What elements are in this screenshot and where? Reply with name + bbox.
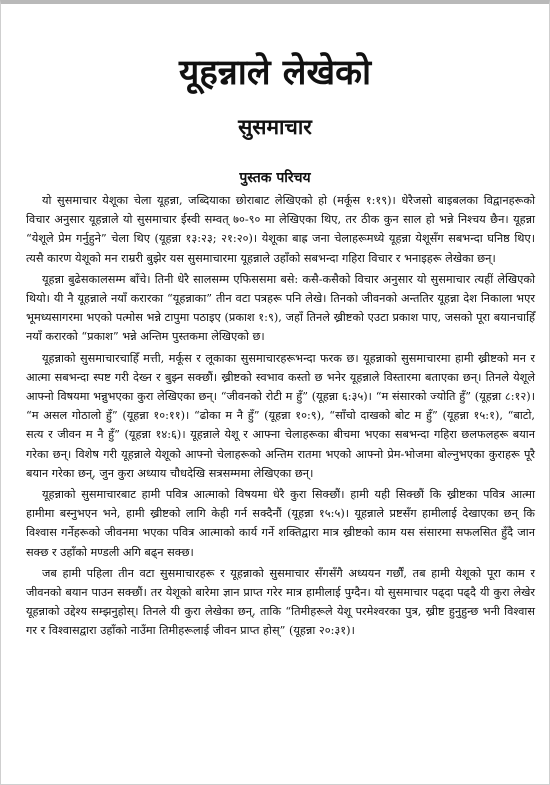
section-heading: पुस्तक परिचय (239, 170, 311, 186)
paragraph-3: यूहन्नाको सुसमाचारचाहिँ मत्ती, मर्कूस र लूकाका सुसमाचारहरूभन्दा फरक छ। यूहन्नाको सुसमाचारमा हामी ख्रीष्टको मन र आत्मा सबभन्दा स्पष्ट गरी देख्न र बुझ्न सक्छौं। ख्रीष्टको स्वभाव कस्तो छ भनेर यूहन्नाले विस्तारमा बताएका छन्। तिनले येशूले आफ्नो विषयमा भन्नुभएका कुरा लेखिएका छन्। “जीवनको रोटी म हुँ” (यूहन्ना ६:३५)। “म संसारको ज्योति हुँ” (यूहन्ना ८:१२)। “म असल गोठालो हुँ” (यूहन्ना १०:११)। “ढोका म नै हुँ” (यूहन्ना १०:९), “साँचो दाखको बोट म हुँ” (यूहन्ना १५:१), “बाटो, सत्य र जीवन म नै हुँ” (यूहन्ना १४:६)। यूहन्नाले येशू र आफ्ना चेलाहरूका बीचमा भएका सबभन्दा गहिरा छलफलहरू बयान गरेका छन्। विशेष गरी यूहन्नाले येशूको आफ्नो चेलाहरूको अन्तिम रातमा भएको आफ्नो प्रेम-भोजमा बोल्नुभएका कुराहरू पूरै बयान गरेका छन्, जुन कुरा अध्याय चौधदेखि सत्रसम्ममा लेखिएका छन्। (26, 351, 535, 480)
paragraph-5: जब हामी पहिला तीन वटा सुसमाचारहरू र यूहन्नाको सुसमाचार सँगसँगै अध्ययन गर्छौं, तब हामी येशूको पूरा काम र जीवनको बयान पाउन सक्छौं। तर येशूको बारेमा ज्ञान प्राप्त गरेर मात्र हामीलाई पुग्दैन। यो सुसमाचार पढ्दा पढ्दै यी कुरा लेखेर यूहन्नाको उद्देश्य सम्झनुहोस्। तिनले यी कुरा लेखेका छन्, ताकि “तिमीहरूले येशू परमेश्वरका पुत्र, ख्रीष्ट हुनुहुन्छ भनी विश्वास गर र विश्वासद्वारा उहाँको नाउँमा तिमीहरूलाई जीवन प्राप्त होस्” (यूहन्ना २०:३१)। (26, 566, 535, 638)
paragraph-1: यो सुसमाचार येशूका चेला यूहन्ना, जब्दियाका छोराबाट लेखिएको हो (मर्कूस १:१९)। धेरैजसो बाइबलका विद्वानहरूको विचार अनुसार यूहन्नाले यो सुसमाचार ईस्वी सम्वत् ७०-९० मा लेखिएका थिए, तर ठीक कुन साल हो भन्ने निश्चय छैन। यूहन्ना “येशूले प्रेम गर्नुहुने” चेला थिए (यूहन्ना १३:२३; २१:२०)। येशूका बाह्र जना चेलाहरूमध्ये यूहन्ना येशूसँग सबभन्दा घनिष्ठ थिए। त्यसै कारण येशूको मन राम्ररी बुझेर यस सुसमाचारमा यूहन्नाले उहाँको सबभन्दा गहिरा विचार र भनाइहरू लेखेका छन्। (26, 194, 535, 265)
body-text (1, 191, 549, 641)
book-title: यूहन्नाले लेखेको (178, 53, 372, 93)
book-subtitle: सुसमाचार (238, 115, 312, 139)
paragraph-4: यूहन्नाको सुसमाचारबाट हामी पवित्र आत्माको विषयमा धेरै कुरा सिक्छौं। हामी यही सिक्छौं कि ख्रीष्टका पवित्र आत्मा हामीमा बस्नुभएन भने, हामी ख्रीष्टको लागि केही गर्न सक्दैनौं (यूहन्ना १५:५)। यूहन्नाले प्रष्टसँग हामीलाई देखाएका छन् कि विश्वास गर्नेहरूको जीवनमा भएका पवित्र आत्माको कार्य गर्ने शक्तिद्वारा मात्र ख्रीष्टको काम यस संसारमा सफलसित हुँदै जान सक्छ र उहाँको मण्डली अगि बढ्न सक्छ। (26, 488, 535, 559)
paragraph-2: यूहन्ना बुढेसकालसम्म बाँचे। तिनी धेरै सालसम्म एफिससमा बसे: कसै-कसैको विचार अनुसार यो सुसमाचार त्यहीं लेखिएको थियो। यी नै यूहन्नाले नयाँ करारका “यूहन्नाका” तीन वटा पत्रहरू पनि लेखे। तिनको जीवनको अन्ततिर यूहन्ना देश निकाला भएर भूमध्यसागरमा भएको पत्मोस भन्ने टापुमा पठाइए (प्रकाश १:९), जहाँ तिनले ख्रीष्टको एउटा प्रकाश पाए, जसको पूरा बयानचाहिँ नयाँ करारको “प्रकाश” भन्ने अन्तिम पुस्तकमा लेखिएको छ। (26, 272, 535, 344)
